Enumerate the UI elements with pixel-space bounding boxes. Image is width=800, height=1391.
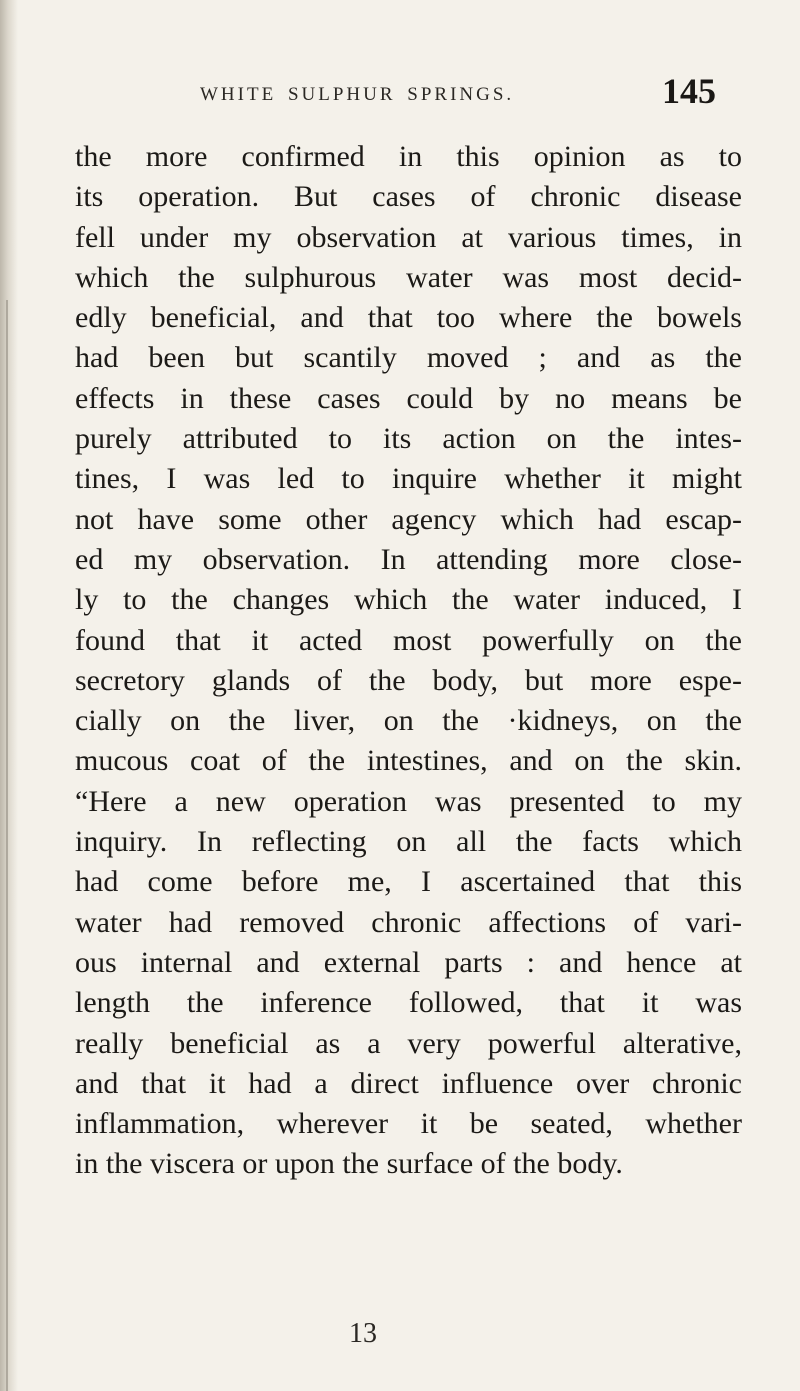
text-line: ous internal and external parts : and hence at bbox=[75, 945, 742, 979]
text-line: inflammation, wherever it be seated, whether bbox=[75, 1107, 742, 1141]
text-line: water had removed chronic affections of vari- bbox=[75, 905, 742, 939]
running-title: WHITE SULPHUR SPRINGS. bbox=[200, 84, 515, 105]
text-line: mucous coat of the intestines, and on the skin. bbox=[75, 744, 742, 778]
text-line: had come before me, I ascertained that this bbox=[75, 865, 742, 899]
text-line: secretory glands of the body, but more espe- bbox=[75, 663, 742, 697]
text-line: the more confirmed in this opinion as to bbox=[75, 140, 742, 173]
text-line: not have some other agency which had escap- bbox=[75, 502, 742, 536]
text-line: found that it acted most powerfully on the bbox=[75, 623, 742, 657]
text-line: ed my observation. In attending more close- bbox=[75, 542, 742, 576]
text-line: fell under my observation at various times, in bbox=[75, 220, 742, 254]
text-line: cially on the liver, on the ·kidneys, on the bbox=[75, 704, 742, 738]
running-head bbox=[200, 70, 740, 120]
text-line: edly beneficial, and that too where the bowels bbox=[75, 301, 742, 335]
text-line: and that it had a direct influence over chronic bbox=[75, 1066, 742, 1100]
text-line: ly to the changes which the water induced, I bbox=[75, 583, 742, 617]
text-line: length the inference followed, that it was bbox=[75, 986, 742, 1020]
text-line: tines, I was led to inquire whether it might bbox=[75, 462, 742, 496]
body-text bbox=[75, 137, 742, 1185]
text-line: “Here a new operation was presented to my bbox=[75, 784, 742, 818]
text-line: really beneficial as a very powerful alterative, bbox=[75, 1026, 742, 1060]
text-line: had been but scantily moved ; and as the bbox=[75, 341, 742, 375]
text-line: inquiry. In reflecting on all the facts which bbox=[75, 825, 742, 859]
signature-mark: 13 bbox=[349, 1318, 377, 1349]
text-line: which the sulphurous water was most decid- bbox=[75, 260, 742, 294]
binding-gutter-shadow bbox=[0, 0, 18, 1391]
text-line: effects in these cases could by no means be bbox=[75, 381, 742, 415]
text-line: its operation. But cases of chronic disease bbox=[75, 180, 742, 214]
text-line: in the viscera or upon the surface of the body. bbox=[75, 1147, 623, 1181]
binding-edge-line bbox=[6, 300, 8, 1391]
page-number: 145 bbox=[662, 71, 716, 111]
text-line: purely attributed to its action on the intes- bbox=[75, 422, 742, 456]
